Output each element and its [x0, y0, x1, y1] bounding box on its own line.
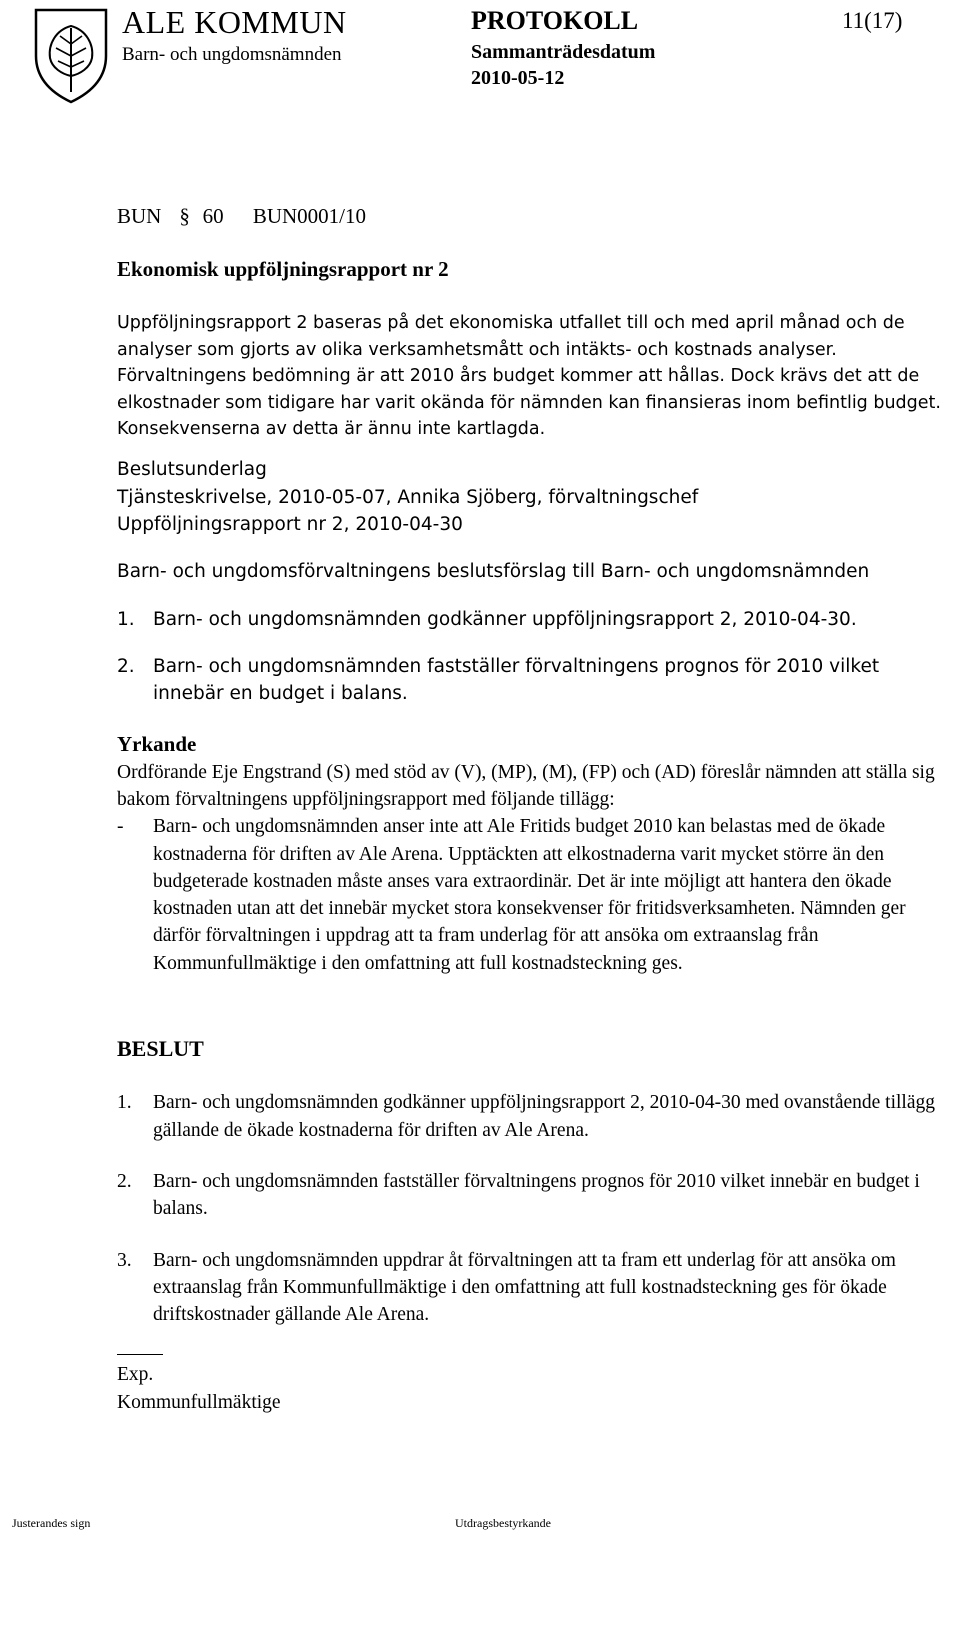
- beslut-item: [117, 1247, 942, 1329]
- org-name: ALE KOMMUN: [122, 4, 347, 40]
- proposal-heading: Barn- och ungdomsförvaltningens beslutsförslag till Barn- och ungdomsnämnden: [117, 561, 870, 583]
- meeting-date-label: Sammanträdesdatum: [471, 41, 656, 63]
- beslut-heading: BESLUT: [117, 1036, 204, 1062]
- case-title: Ekonomisk uppföljningsrapport nr 2: [117, 257, 449, 281]
- background-paragraph: Uppföljningsrapport 2 baseras på det ekonomiska utfallet till och med april månad och de analyser som gjorts av olika verksamhetsmått och intäkts- och kostnads analyser. Förvaltningens bedömning är att 2010 års budget kommer att hållas. Dock krävs det att de elkostnader som tidigare har varit okända för nämnden kan finansieras inom befintlig budget. Konsekvenserna av detta är ännu inte kartlagda.: [117, 313, 941, 439]
- list-number: 1.: [117, 1092, 132, 1114]
- beslut-item: [117, 1089, 942, 1144]
- section-sign: §: [179, 204, 190, 228]
- list-number: 2.: [117, 655, 135, 677]
- yrkande-bullet-item: [117, 813, 942, 977]
- signature-label: Justerandes sign: [12, 1516, 91, 1530]
- list-number: 2.: [117, 1170, 132, 1192]
- case-reference: [117, 203, 942, 233]
- list-text: Barn- och ungdomsnämnden godkänner uppföljningsrapport 2, 2010-04-30 med ovanstående tillägg gällande de ökade kostnaderna för driften av Ale Arena.: [153, 1092, 935, 1141]
- beslutsunderlag-label: Beslutsunderlag: [117, 459, 267, 481]
- proposal-item: [117, 606, 942, 633]
- list-text: Barn- och ungdomsnämnden fastställer förvaltningens prognos för 2010 vilket innebär en budget i balans.: [153, 655, 880, 705]
- department-name: Barn- och ungdomsnämnden: [122, 44, 342, 65]
- list-number: 1.: [117, 608, 135, 630]
- list-text: Barn- och ungdomsnämnden godkänner uppföljningsrapport 2, 2010-04-30.: [153, 608, 857, 630]
- proposal-item: [117, 653, 942, 708]
- meeting-date: 2010-05-12: [471, 67, 565, 89]
- yrkande-intro: Ordförande Eje Engstrand (S) med stöd av (V), (MP), (M), (FP) och (AD) föreslår nämnden att ställa sig bakom förvaltningens uppföljningsrapport med följande tillägg:: [117, 761, 935, 810]
- list-text: Barn- och ungdomsnämnden fastställer förvaltningens prognos för 2010 vilket innebär en budget i balans.: [153, 1170, 920, 1220]
- bullet-dash: -: [117, 816, 124, 838]
- extract-label: Utdragsbestyrkande: [455, 1516, 551, 1530]
- beslutsunderlag-item: Tjänsteskrivelse, 2010-05-07, Annika Sjöberg, förvaltningschef: [117, 486, 699, 508]
- expedition-recipient: Kommunfullmäktige: [117, 1391, 281, 1413]
- beslut-item: [117, 1168, 942, 1223]
- case-number: 60: [202, 204, 224, 228]
- expedition-label: Exp.: [117, 1364, 154, 1386]
- case-prefix: BUN: [117, 204, 162, 228]
- page-number: 11(17): [842, 8, 903, 33]
- list-text: Barn- och ungdomsnämnden uppdrar åt förvaltningen att ta fram ett underlag för att ansöka om extraanslag från Kommunfullmäktige i den omfattning att full kostnadsteckning ges för ökade driftskostnader gällande Ale Arena.: [153, 1249, 896, 1326]
- diary-number: BUN0001/10: [252, 204, 367, 228]
- ale-kommun-logo: [30, 6, 112, 104]
- protocol-body: [117, 203, 942, 1416]
- yrkande-heading: Yrkande: [117, 732, 197, 757]
- beslutsunderlag-item: Uppföljningsrapport nr 2, 2010-04-30: [117, 513, 463, 535]
- bullet-text: Barn- och ungdomsnämnden anser inte att Ale Fritids budget 2010 kan belastas med de ökade kostnaderna för driften av Ale Arena. Upptäckten att elkostnaderna varit mycket större än den budgeterade kostnaden måste anses vara extraordinär. Det är inte möjligt att hantera den ökade kostnaden utan att det innebär mycket stora konsekvenser för fritidsverksamheten. Nämnden ger därför förvaltningen i uppdrag att ta fram underlag för att ansöka om extraanslag från Kommunfullmäktige i den omfattning att full kostnadsteckning ges.: [153, 816, 906, 974]
- document-type: PROTOKOLL: [471, 6, 639, 35]
- list-number: 3.: [117, 1249, 132, 1271]
